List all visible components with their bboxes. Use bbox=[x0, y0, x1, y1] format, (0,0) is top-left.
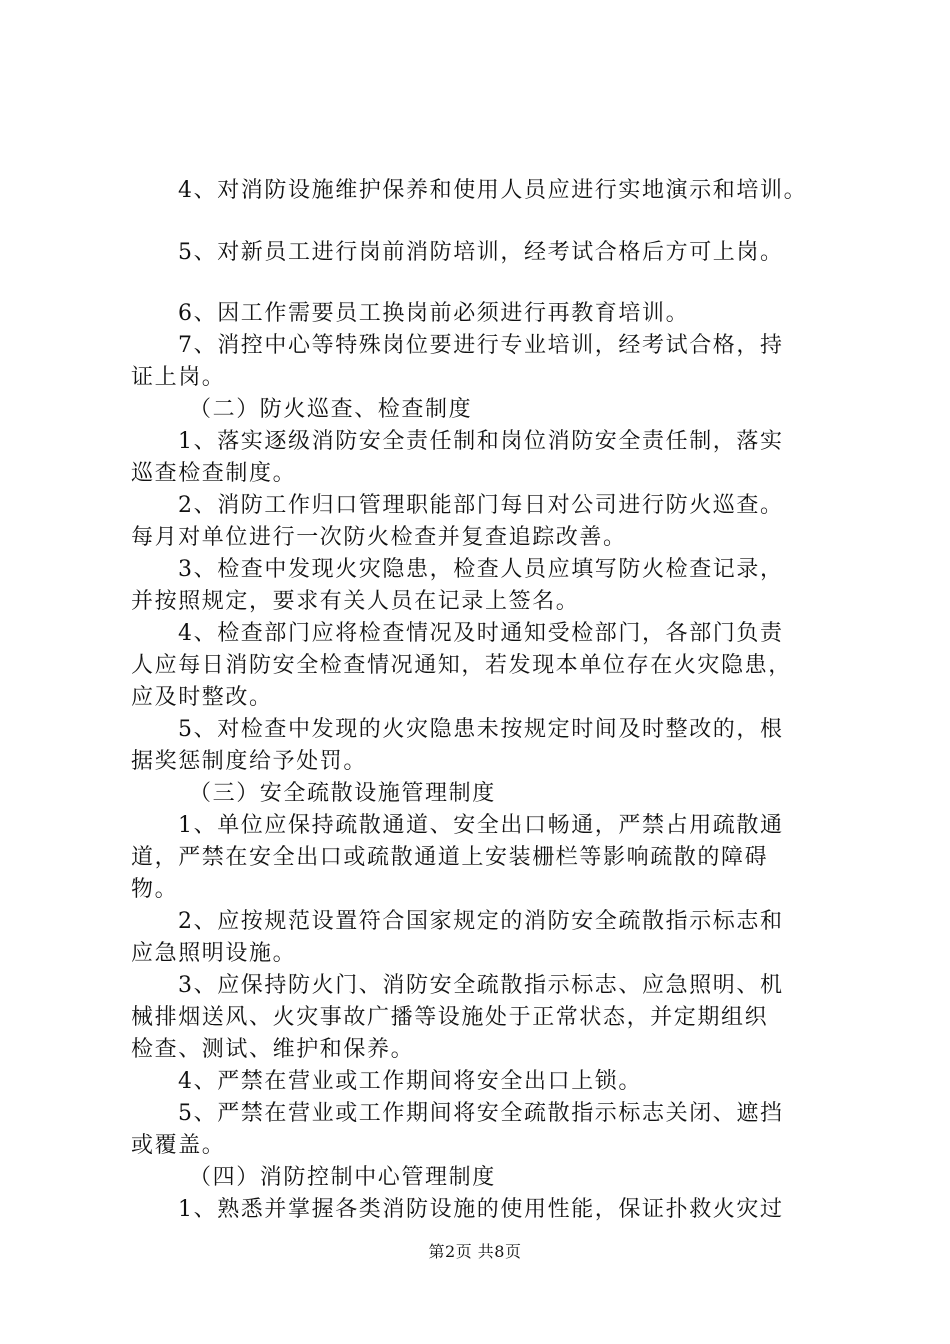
paragraph-line: 人应每日消防安全检查情况通知，若发现本单位存在火灾隐患， bbox=[131, 653, 792, 678]
paragraph-line: 每月对单位进行一次防火检查并复查追踪改善。 bbox=[131, 525, 627, 550]
paragraph-line: 7、消控中心等特殊岗位要进行专业培训，经考试合格，持 bbox=[178, 333, 784, 358]
paragraph-line: 4、对消防设施维护保养和使用人员应进行实地演示和培训。 bbox=[178, 178, 808, 203]
page-footer bbox=[0, 1242, 950, 1262]
paragraph-line: 1、熟悉并掌握各类消防设施的使用性能，保证扑救火灾过 bbox=[178, 1197, 784, 1222]
paragraph-line: 道，严禁在安全出口或疏散通道上安装栅栏等影响疏散的障碍 bbox=[131, 845, 769, 870]
section-heading: （三）安全疏散设施管理制度 bbox=[189, 781, 496, 806]
paragraph-line: 物。 bbox=[131, 877, 179, 902]
paragraph-line: 6、因工作需要员工换岗前必须进行再教育培训。 bbox=[178, 301, 690, 326]
paragraph-line: 应及时整改。 bbox=[131, 685, 273, 710]
paragraph-line: 或覆盖。 bbox=[131, 1133, 226, 1158]
paragraph-line: 4、检查部门应将检查情况及时通知受检部门，各部门负责 bbox=[178, 621, 784, 646]
paragraph-line: 并按照规定，要求有关人员在记录上签名。 bbox=[131, 589, 580, 614]
paragraph-line: 检查、测试、维护和保养。 bbox=[131, 1037, 415, 1062]
item-4-training-demo bbox=[131, 175, 836, 207]
paragraph-line: 4、严禁在营业或工作期间将安全出口上锁。 bbox=[178, 1069, 642, 1094]
paragraph-line: 1、单位应保持疏散通道、安全出口畅通，严禁占用疏散通 bbox=[178, 813, 784, 838]
paragraph-line: 5、对新员工进行岗前消防培训，经考试合格后方可上岗。 bbox=[178, 240, 784, 265]
item-5-new-staff-training bbox=[131, 237, 836, 269]
section-heading: （四）消防控制中心管理制度 bbox=[189, 1165, 496, 1190]
page-number-label: 第2页 共8页 bbox=[428, 1242, 522, 1261]
paragraph-line: 械排烟送风、火灾事故广播等设施处于正常状态，并定期组织 bbox=[131, 1005, 769, 1030]
section-heading: （二）防火巡查、检查制度 bbox=[189, 397, 473, 422]
document-body bbox=[131, 298, 836, 1226]
paragraph-line: 2、消防工作归口管理职能部门每日对公司进行防火巡查。 bbox=[178, 493, 784, 518]
paragraph-line: 5、对检查中发现的火灾隐患未按规定时间及时整改的，根 bbox=[178, 717, 784, 742]
paragraph-line: 2、应按规范设置符合国家规定的消防安全疏散指示标志和 bbox=[178, 909, 784, 934]
paragraph-line: 证上岗。 bbox=[131, 365, 226, 390]
paragraph-line: 5、严禁在营业或工作期间将安全疏散指示标志关闭、遮挡 bbox=[178, 1101, 784, 1126]
paragraph-line: 据奖惩制度给予处罚。 bbox=[131, 749, 368, 774]
paragraph-line: 3、应保持防火门、消防安全疏散指示标志、应急照明、机 bbox=[178, 973, 784, 998]
paragraph-line: 巡查检查制度。 bbox=[131, 461, 297, 486]
paragraph-line: 3、检查中发现火灾隐患，检查人员应填写防火检查记录， bbox=[178, 557, 784, 582]
paragraph-line: 应急照明设施。 bbox=[131, 941, 297, 966]
paragraph-line: 1、落实逐级消防安全责任制和岗位消防安全责任制，落实 bbox=[178, 429, 784, 454]
